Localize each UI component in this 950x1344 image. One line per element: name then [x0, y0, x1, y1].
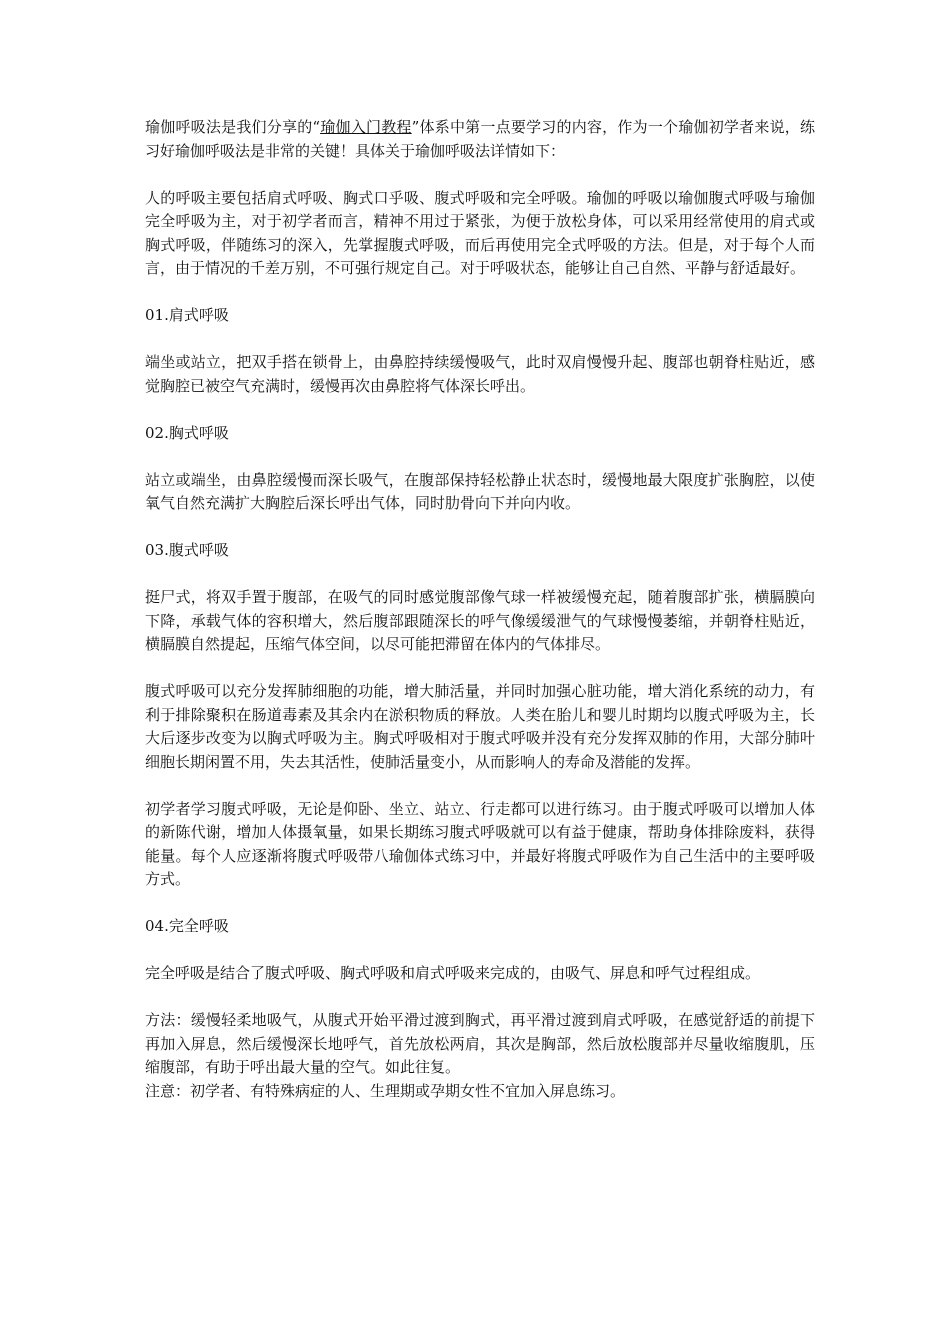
- intro-paragraph: [145, 116, 815, 163]
- intro-text-before: 瑜伽呼吸法是我们分享的“: [145, 118, 321, 136]
- section-heading-shoulder: 01.肩式呼吸: [145, 306, 229, 324]
- document-body: [145, 116, 815, 1103]
- section-heading-complete: 04.完全呼吸: [145, 917, 229, 935]
- abdominal-practice-paragraph: 初学者学习腹式呼吸，无论是仰卧、坐立、站立、行走都可以进行练习。由于腹式呼吸可以增加人体的新陈代谢，增加人体摄氧量，如果长期练习腹式呼吸就可以有益于健康，帮助身体排除废料，获得能量。每个人应逐渐将腹式呼吸带八瑜伽体式练习中，并最好将腹式呼吸作为自己生活中的主要呼吸方式。: [145, 799, 815, 888]
- intro-text-after: ”体系中第一点要学习的内容，作为一个瑜伽初学者来说，练习好瑜伽呼吸法是非常的关键！具体关于瑜伽呼吸法详情如下：: [145, 118, 816, 160]
- shoulder-breathing-paragraph: 端坐或站立，把双手搭在锁骨上，由鼻腔持续缓慢吸气，此时双肩慢慢升起、腹部也朝脊柱贴近，感觉胸腔已被空气充满时，缓慢再次由鼻腔将气体深长呼出。: [145, 353, 815, 395]
- chest-breathing-paragraph: 站立或端坐，由鼻腔缓慢而深长吸气，在腹部保持轻松静止状态时，缓慢地最大限度扩张胸腔，以使氧气自然充满扩大胸腔后深长呼出气体，同时肋骨向下并向内收。: [145, 470, 815, 512]
- section-heading-chest: 02.胸式呼吸: [145, 423, 229, 442]
- overview-paragraph: 人的呼吸主要包括肩式呼吸、胸式口乎吸、腹式呼吸和完全呼吸。瑜伽的呼吸以瑜伽腹式呼吸与瑜伽完全呼吸为主，对于初学者而言，精神不用过于紧张，为便于放松身体，可以采用经常使用的肩式或胸式呼吸，伴随练习的深入，先掌握腹式呼吸，而后再使用完全式呼吸的方法。但是，对于每个人而言，由于情况的千差万别，不可强行规定自己。对于呼吸状态，能够让自己自然、平静与舒适最好。: [145, 188, 815, 277]
- complete-definition-paragraph: 完全呼吸是结合了腹式呼吸、胸式呼吸和肩式呼吸来完成的，由吸气、屏息和呼气过程组成。: [145, 964, 761, 982]
- abdominal-method-paragraph: 挺尸式，将双手置于腹部，在吸气的同时感觉腹部像气球一样被缓慢充起，随着腹部扩张，横膈膜向下降，承载气体的容积增大，然后腹部跟随深长的呼气像缓缓泄气的气球慢慢萎缩，并朝脊柱贴近，横膈膜自然提起，压缩气体空间，以尽可能把滞留在体内的气体排尽。: [145, 588, 815, 653]
- abdominal-benefits-paragraph: 腹式呼吸可以充分发挥肺细胞的功能，增大肺活量，并同时加强心脏功能，增大消化系统的动力，有利于排除聚积在肠道毒素及其余内在淤积物质的释放。人类在胎儿和婴儿时期均以腹式呼吸为主，长大后逐步改变为以胸式呼吸为主。胸式呼吸相对于腹式呼吸并没有充分发挥双肺的作用，大部分肺叶细胞长期闲置不用，失去其活性，使肺活量变小，从而影响人的寿命及潜能的发挥。: [145, 682, 815, 771]
- section-heading-abdominal: 03.腹式呼吸: [145, 541, 229, 559]
- complete-method-paragraph: 方法：缓慢轻柔地吸气，从腹式开始平滑过渡到胸式，再平滑过渡到肩式呼吸，在感觉舒适的前提下再加入屏息，然后缓慢深长地呼气，首先放松两肩，其次是胸部，然后放松腹部并尽量收缩腹肌，压缩腹部，有助于呼出最大量的空气。如此往复。: [145, 1011, 815, 1076]
- yoga-tutorial-link[interactable]: 瑜伽入门教程: [320, 118, 412, 136]
- complete-caution-paragraph: 注意：初学者、有特殊病症的人、生理期或孕期女性不宜加入屏息练习。: [145, 1081, 626, 1100]
